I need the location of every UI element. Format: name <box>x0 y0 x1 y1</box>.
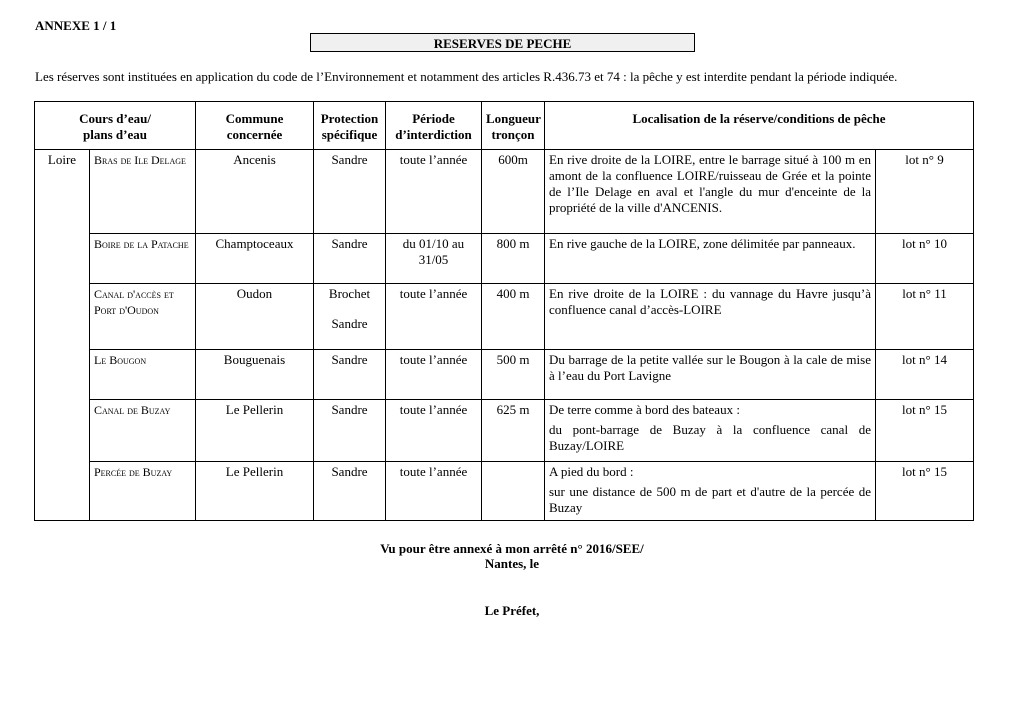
header-localisation: Localisation de la réserve/conditions de pêche <box>545 102 974 150</box>
signature-label: Le Préfet, <box>484 603 540 618</box>
protection-cell: Sandre <box>314 234 386 284</box>
commune-cell: Le Pellerin <box>196 400 314 462</box>
localisation-cell: A pied du bord : sur une distance de 500 m de part et d'autre de la percée de Buzay <box>545 462 876 521</box>
header-commune: Commune concernée <box>196 102 314 150</box>
protection-cell: Brochet Sandre <box>314 284 386 350</box>
lot-cell: lot n° 10 <box>876 234 974 284</box>
reserves-table <box>34 101 974 521</box>
header-longueur: Longueur tronçon <box>482 102 545 150</box>
table-row <box>35 234 974 284</box>
reserve-name: Canal d'accès et Port d'Oudon <box>90 284 196 350</box>
periode-cell: toute l’année <box>386 400 482 462</box>
longueur-cell: 500 m <box>482 350 545 400</box>
table-row <box>35 400 974 462</box>
protection-cell: Sandre <box>314 462 386 521</box>
longueur-cell: 800 m <box>482 234 545 284</box>
table-row <box>35 284 974 350</box>
table-header-row <box>35 102 974 150</box>
localisation-cell: En rive droite de la LOIRE : du vannage du Havre jusqu’à confluence canal d’accès-LOIRE <box>545 284 876 350</box>
longueur-cell: 600m <box>482 150 545 234</box>
periode-cell: toute l’année <box>386 350 482 400</box>
commune-cell: Champtoceaux <box>196 234 314 284</box>
annexation-statement: Vu pour être annexé à mon arrêté n° 2016/SEE/ <box>380 541 644 556</box>
longueur-cell: 625 m <box>482 400 545 462</box>
lot-cell: lot n° 11 <box>876 284 974 350</box>
table-row <box>35 462 974 521</box>
commune-cell: Ancenis <box>196 150 314 234</box>
reserve-name: Percée de Buzay <box>90 462 196 521</box>
lot-cell: lot n° 15 <box>876 462 974 521</box>
protection-cell: Sandre <box>314 400 386 462</box>
periode-cell: toute l’année <box>386 284 482 350</box>
location-date: Nantes, le <box>484 556 540 571</box>
reserve-name: Bras de Ile Delage <box>90 150 196 234</box>
localisation-cell: De terre comme à bord des bateaux : du pont-barrage de Buzay à la confluence canal de Buzay/LOIRE <box>545 400 876 462</box>
table-row <box>35 150 974 234</box>
lot-cell: lot n° 9 <box>876 150 974 234</box>
header-protection: Protection spécifique <box>314 102 386 150</box>
commune-cell: Oudon <box>196 284 314 350</box>
periode-cell: toute l’année <box>386 462 482 521</box>
longueur-cell <box>482 462 545 521</box>
river-name: Loire <box>35 150 90 521</box>
reserve-name: Boire de la Patache <box>90 234 196 284</box>
table-row <box>35 350 974 400</box>
header-cours-deau: Cours d’eau/ plans d’eau <box>35 102 196 150</box>
document-title: RESERVES DE PECHE <box>310 33 695 52</box>
periode-cell: toute l’année <box>386 150 482 234</box>
commune-cell: Le Pellerin <box>196 462 314 521</box>
commune-cell: Bouguenais <box>196 350 314 400</box>
lot-cell: lot n° 15 <box>876 400 974 462</box>
annexe-label: ANNEXE 1 / 1 <box>35 18 117 33</box>
localisation-cell: En rive droite de la LOIRE, entre le barrage situé à 100 m en amont de la confluence LOIRE/ruisseau de Grée et la pointe de l’Ile Delage en aval et l'angle du mur d'enceinte de la propriété de la ville d'ANCENIS. <box>545 150 876 234</box>
intro-paragraph: Les réserves sont instituées en application du code de l’Environnement et notamment des articles R.436.73 et 74 : la pêche y est interdite pendant la période indiquée. <box>35 69 898 84</box>
lot-cell: lot n° 14 <box>876 350 974 400</box>
longueur-cell: 400 m <box>482 284 545 350</box>
reserve-name: Le Bougon <box>90 350 196 400</box>
protection-cell: Sandre <box>314 150 386 234</box>
periode-cell: du 01/10 au 31/05 <box>386 234 482 284</box>
localisation-cell: En rive gauche de la LOIRE, zone délimitée par panneaux. <box>545 234 876 284</box>
protection-cell: Sandre <box>314 350 386 400</box>
reserve-name: Canal de Buzay <box>90 400 196 462</box>
localisation-cell: Du barrage de la petite vallée sur le Bougon à la cale de mise à l’eau du Port Lavigne <box>545 350 876 400</box>
header-periode: Période d’interdiction <box>386 102 482 150</box>
